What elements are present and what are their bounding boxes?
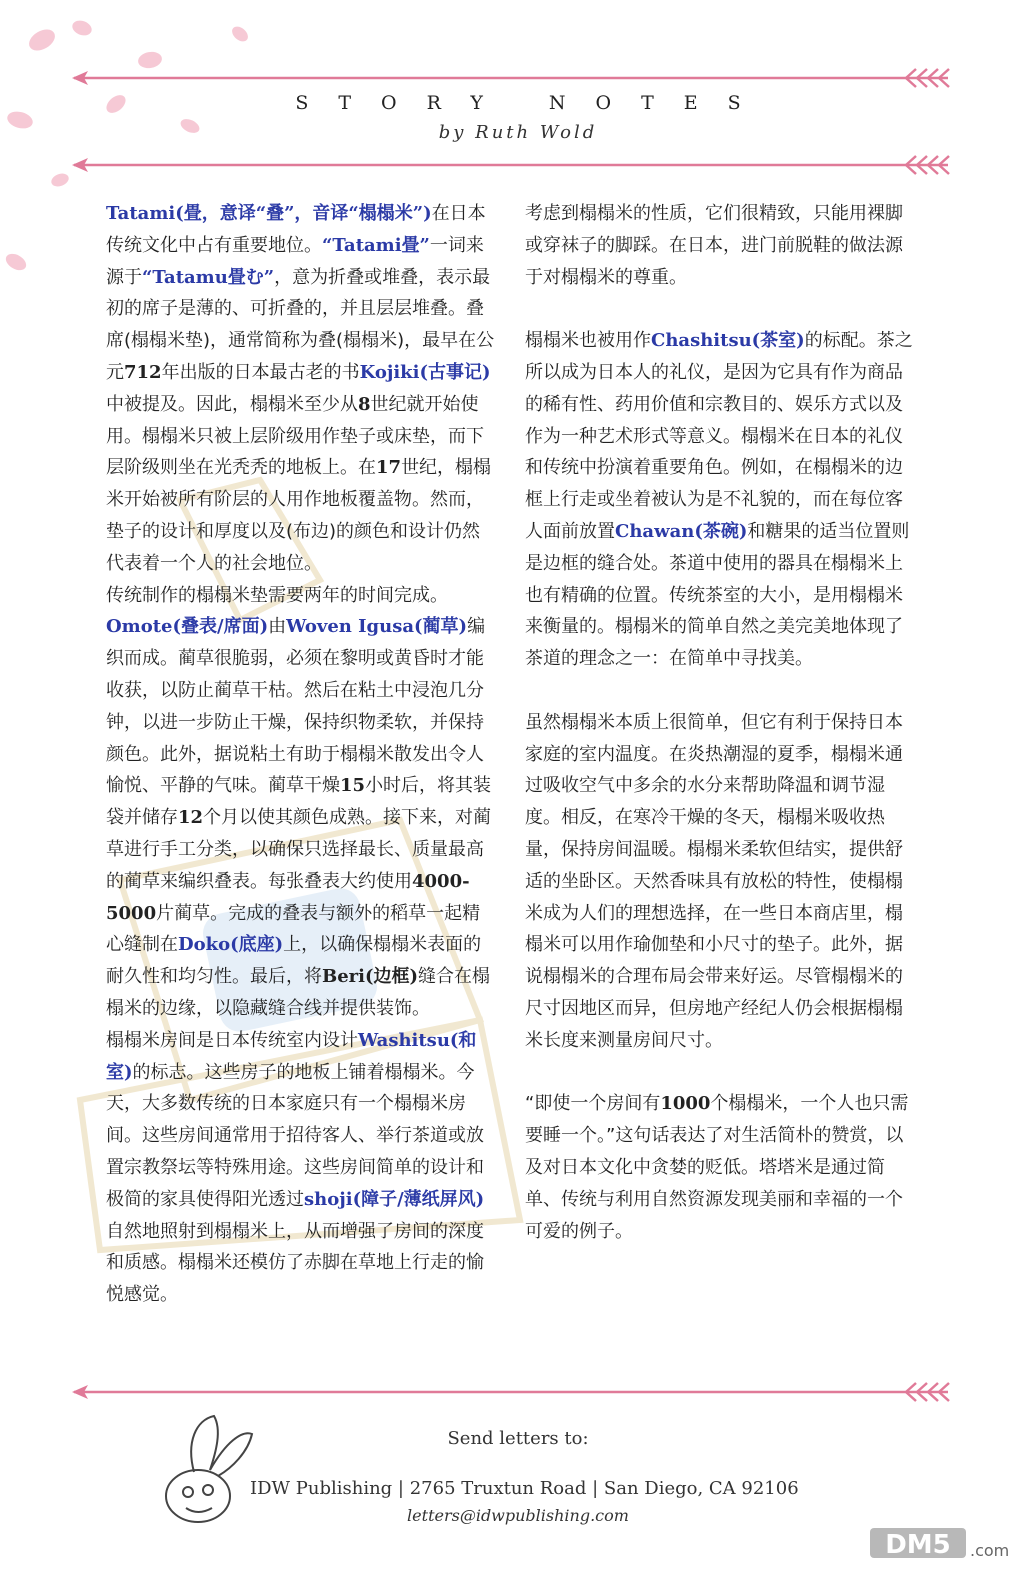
byline: by Ruth Wold bbox=[438, 122, 598, 143]
logo-suffix: .com bbox=[970, 1541, 1010, 1560]
paragraph bbox=[106, 1025, 496, 1311]
story-notes-right-column bbox=[525, 198, 917, 1247]
highlight-term: “Tatami畳” bbox=[322, 234, 430, 256]
text-run: 个榻榻米，一个人也只需要睡一个。”这句话表达了对生活简朴的赞赏，以及对日本文化中贪婪的贬低。塔塔米是通过简单、传统与利用自然资源发现美丽和幸福的一个可爱的例子。 bbox=[525, 1093, 909, 1242]
text-run: 一词来源于 bbox=[106, 234, 484, 288]
text-run: 17 bbox=[376, 457, 402, 479]
send-letters-label: Send letters to: bbox=[447, 1428, 589, 1449]
paragraph bbox=[525, 1088, 917, 1247]
text-run: 由 bbox=[268, 616, 287, 638]
highlight-term: shoji(障子/薄纸屏风) bbox=[304, 1188, 485, 1210]
text-run: 上，以确保榻榻米表面的耐久性和均匀性。最后，将 bbox=[106, 934, 482, 988]
text-run: 榻榻米房间是日本传统室内设计 bbox=[106, 1029, 358, 1051]
highlight-term: Doko(底座) bbox=[178, 934, 284, 956]
text-run: 缝合在榻榻米的边缘，以隐藏缝合线并提供装饰。 bbox=[106, 966, 491, 1019]
text-run: 的标配。茶之所以成为日本人的礼仪，是因为它具有作为商品的稀有性、药用价值和宗教目的、娱乐方式以及作为一种艺术形式等意义。榻榻米在日本的礼仪和传统中扮演着重要角色。例如，在榻榻米的边框上行走或坐着被认为是不礼貌的，而在每位客人面前放置 bbox=[525, 330, 913, 542]
text-run: 编织而成。蔺草很脆弱，必须在黎明或黄昏时才能收获，以防止蔺草干枯。然后在粘土中浸泡几分钟，以进一步防止干燥，保持织物柔软，并保持颜色。此外，据说粘土有助于榻榻米散发出令人愉悦、平静的气味。蔺草干燥 bbox=[106, 616, 486, 797]
text-run: 传统制作的榻榻米垫需要两年的时间完成。 bbox=[106, 584, 448, 606]
text-run: 8 bbox=[358, 393, 371, 415]
page-title: STORY NOTES bbox=[295, 92, 771, 114]
text-run: 世纪，榻榻米开始被所有阶层的人用作地板覆盖物。然而，垫子的设计和厚度以及(布边)的颜色和设计仍然代表着一个人的社会地位。 bbox=[106, 457, 492, 574]
highlight-term: Washitsu(和室) bbox=[106, 1029, 477, 1083]
highlight-term: Tatami(畳，意译“叠”，音译“榻榻米”) bbox=[106, 203, 432, 224]
text-run: 考虑到榻榻米的性质，它们很精致，只能用裸脚或穿袜子的脚踩。在日本，进门前脱鞋的做法源于对榻榻米的尊重。 bbox=[525, 203, 903, 288]
text-run: 自然地照射到榻榻米上，从而增强了房间的深度和质感。榻榻米还模仿了赤脚在草地上行走的愉悦感觉。 bbox=[106, 1220, 484, 1306]
paragraph bbox=[106, 198, 496, 580]
arrow-divider bbox=[70, 66, 955, 90]
text-run: 712 bbox=[124, 361, 162, 383]
paragraph bbox=[106, 580, 496, 1025]
paragraph bbox=[525, 325, 917, 675]
text-run: 4000-5000 bbox=[106, 870, 470, 924]
arrow-divider bbox=[70, 153, 955, 177]
highlight-term: Omote(叠表/席面) bbox=[106, 616, 269, 638]
text-run: ，意为折叠或堆叠，表示最初的席子是薄的、可折叠的，并且层层堆叠。叠席(榻榻米垫)，通常简称为叠(榻榻米)，最早在公元 bbox=[106, 266, 495, 383]
text-run: 中被提及。因此，榻榻米至少从 bbox=[106, 393, 358, 415]
highlight-term: Chawan(茶碗) bbox=[615, 520, 748, 542]
text-run: 1000 bbox=[660, 1093, 711, 1115]
text-run: 小时后，将其装袋并储存 bbox=[106, 775, 492, 829]
highlight-term: Kojiki(古事记) bbox=[359, 361, 491, 383]
text-run: 和糖果的适当位置则是边框的缝合处。茶道中使用的器具在榻榻米上也有精确的位置。传统茶室的大小，是用榻榻米来衡量的。榻榻米的简单自然之美完美地体现了茶道的理念之一：在简单中寻找美。 bbox=[525, 520, 910, 670]
paragraph bbox=[525, 707, 917, 1057]
text-run: “即使一个房间有 bbox=[525, 1093, 661, 1115]
dm5-logo bbox=[866, 1524, 1016, 1564]
logo-text: DM5 bbox=[885, 1530, 951, 1560]
contact-email: letters@idwpublishing.com bbox=[407, 1506, 629, 1525]
text-run: 片蔺草。完成的叠表与额外的稻草一起精心缝制在 bbox=[106, 902, 481, 956]
text-run: 虽然榻榻米本质上很简单，但它有利于保持日本家庭的室内温度。在炎热潮湿的夏季，榻榻米通过吸收空气中多余的水分来帮助降温和调节湿度。相反，在寒冷干燥的冬天，榻榻米吸收热量，保持房间温暖。榻榻米柔软但结实，提供舒适的坐卧区。天然香味具有放松的特性，使榻榻米成为人们的理想选择，在一些日本商店里，榻榻米可以用作瑜伽垫和小尺寸的垫子。此外，据说榻榻米的合理布局会带来好运。尽管榻榻米的尺寸因地区而异，但房地产经纪人仍会根据榻榻米长度来测量房间尺寸。 bbox=[525, 711, 903, 1051]
text-run: 个月以使其颜色成熟。接下来，对蔺草进行手工分类，以确保只选择最长、质量最高的蔺草来编织叠表。每张叠表大约使用 bbox=[106, 807, 492, 892]
text-run: 15 bbox=[340, 775, 366, 797]
text-run: 年出版的日本最古老的书 bbox=[161, 361, 360, 383]
text-run: Beri(边框) bbox=[322, 966, 419, 988]
text-run: 12 bbox=[178, 807, 204, 829]
text-run: 榻榻米也被用作 bbox=[525, 330, 651, 352]
text-run: 世纪就开始使用。榻榻米只被上层阶级用作垫子或床垫，而下层阶级则坐在光秃秃的地板上。在 bbox=[106, 393, 484, 479]
text-run: 在日本传统文化中占有重要地位。 bbox=[106, 203, 486, 256]
paragraph bbox=[525, 198, 917, 293]
highlight-term: Woven Igusa(蔺草) bbox=[286, 616, 468, 638]
arrow-divider bbox=[70, 1380, 955, 1404]
text-run: 的标志。这些房子的地板上铺着榻榻米。今天，大多数传统的日本家庭只有一个榻榻米房间。这些房间通常用于招待客人、举行茶道或放置宗教祭坛等特殊用途。这些房间简单的设计和极简的家具使得阳光透过 bbox=[106, 1061, 484, 1210]
highlight-term: “Tatamu畳む” bbox=[142, 266, 275, 288]
mailing-address: IDW Publishing | 2765 Truxtun Road | San Diego, CA 92106 bbox=[250, 1478, 799, 1499]
story-notes-left-column bbox=[106, 198, 496, 1311]
highlight-term: Chashitsu(茶室) bbox=[651, 330, 805, 352]
